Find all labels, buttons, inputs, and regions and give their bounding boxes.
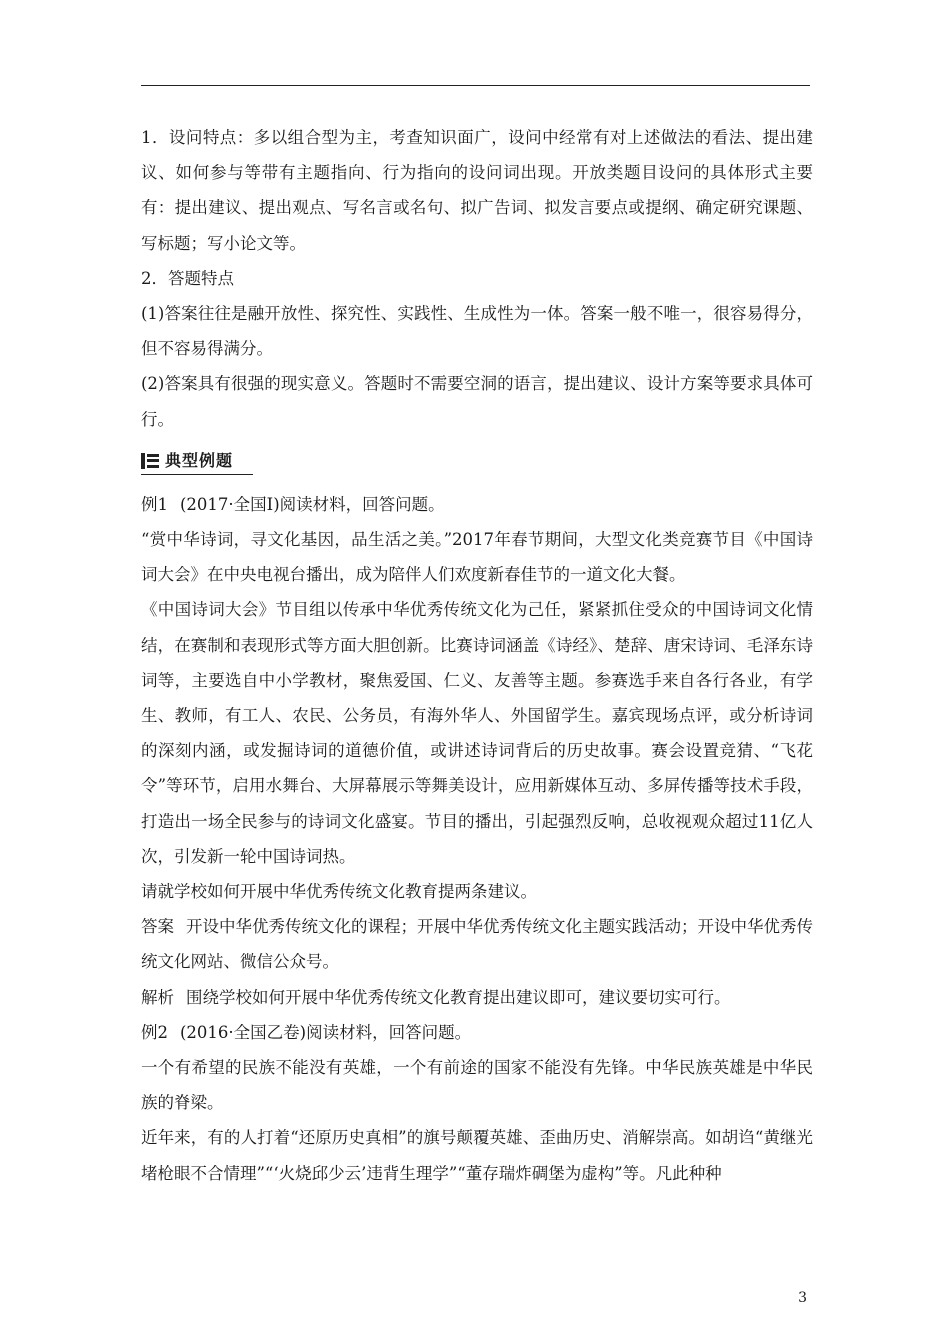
analysis-text: 围绕学校如何开展中华优秀传统文化教育提出建议即可，建议要切实可行。 bbox=[186, 987, 731, 1007]
example1-question: 请就学校如何开展中华优秀传统文化教育提两条建议。 bbox=[141, 882, 537, 902]
answer-label: 答案 bbox=[141, 917, 174, 937]
answer-text: 开设中华优秀传统文化的课程；开展中华优秀传统文化主题实践活动；开设中华优秀传统文化网站、微信公众号。 bbox=[141, 917, 813, 972]
para-question-features: 1．设问特点：多以组合型为主，考查知识面广，设问中经常有对上述做法的看法、提出建议、如何参与等带有主题指向、行为指向的设问词出现。开放类题目设问的具体形式主要有：提出建议、提出观点、写名言或名句、拟广告词、拟发言要点或提纲、确定研究课题、写标题；写小论文等。 bbox=[141, 128, 813, 253]
example1-source: (2017·全国Ⅰ)阅读材料，回答问题。 bbox=[180, 494, 445, 514]
para-answer-features-title: 2．答题特点 bbox=[141, 268, 234, 288]
example1-para-1: “赏中华诗词，寻文化基因，品生活之美。”2017年春节期间，大型文化类竞赛节目《中国诗词大会》在中央电视台播出，成为陪伴人们欢度新春佳节的一道文化大餐。 bbox=[141, 530, 813, 585]
page-number: 3 bbox=[798, 1290, 807, 1306]
example1-para-2: 《中国诗词大会》节目组以传承中华优秀传统文化为己任，紧紧抓住受众的中国诗词文化情结，在赛制和表现形式等方面大胆创新。比赛诗词涵盖《诗经》、楚辞、唐宋诗词、毛泽东诗词等，主要选自中小学教材，聚焦爱国、仁义、友善等主题。参赛选手来自各行各业，有学生、教师，有工人、农民、公务员，有海外华人、外国留学生。嘉宾现场点评，或分析诗词的深刻内涵，或发掘诗词的道德价值，或讲述诗词背后的历史故事。赛会设置竞猜、“飞花令”等环节，启用水舞台、大屏幕展示等舞美设计，应用新媒体互动、多屏传播等技术手段，打造出一场全民参与的诗词文化盛宴。节目的播出，引起强烈反响，总收视观众超过11亿人次，引发新一轮中国诗词热。 bbox=[141, 600, 813, 866]
heading-underline bbox=[141, 474, 253, 475]
example2-source: (2016·全国乙卷)阅读材料，回答问题。 bbox=[180, 1022, 472, 1042]
section-heading bbox=[141, 445, 253, 477]
example2-label: 例2 bbox=[141, 1022, 168, 1042]
heading-list-icon bbox=[141, 453, 159, 469]
example1-answer bbox=[141, 909, 813, 979]
example1-label: 例1 bbox=[141, 494, 168, 514]
example2-para-2: 近年来，有的人打着“还原历史真相”的旗号颠覆英雄、歪曲历史、消解崇高。如胡诌“黄继光堵枪眼不合情理”“‘火烧邱少云’违背生理学”“董存瑞炸碉堡为虚构”等。凡此种种 bbox=[141, 1128, 813, 1183]
example2-header bbox=[141, 1015, 813, 1050]
example1-analysis bbox=[141, 980, 813, 1015]
heading-title: 典型例题 bbox=[165, 451, 234, 471]
para-answer-feature-2: (2)答案具有很强的现实意义。答题时不需要空洞的语言，提出建议、设计方案等要求具体可行。 bbox=[141, 374, 813, 429]
para-answer-feature-1: (1)答案往往是融开放性、探究性、实践性、生成性为一体。答案一般不唯一，很容易得分，但不容易得满分。 bbox=[141, 304, 813, 359]
analysis-label: 解析 bbox=[141, 987, 174, 1007]
example2-para-1: 一个有希望的民族不能没有英雄，一个有前途的国家不能没有先锋。中华民族英雄是中华民族的脊梁。 bbox=[141, 1058, 813, 1113]
header-rule bbox=[141, 85, 810, 86]
example1-header bbox=[141, 487, 813, 522]
document-body bbox=[141, 120, 813, 1191]
